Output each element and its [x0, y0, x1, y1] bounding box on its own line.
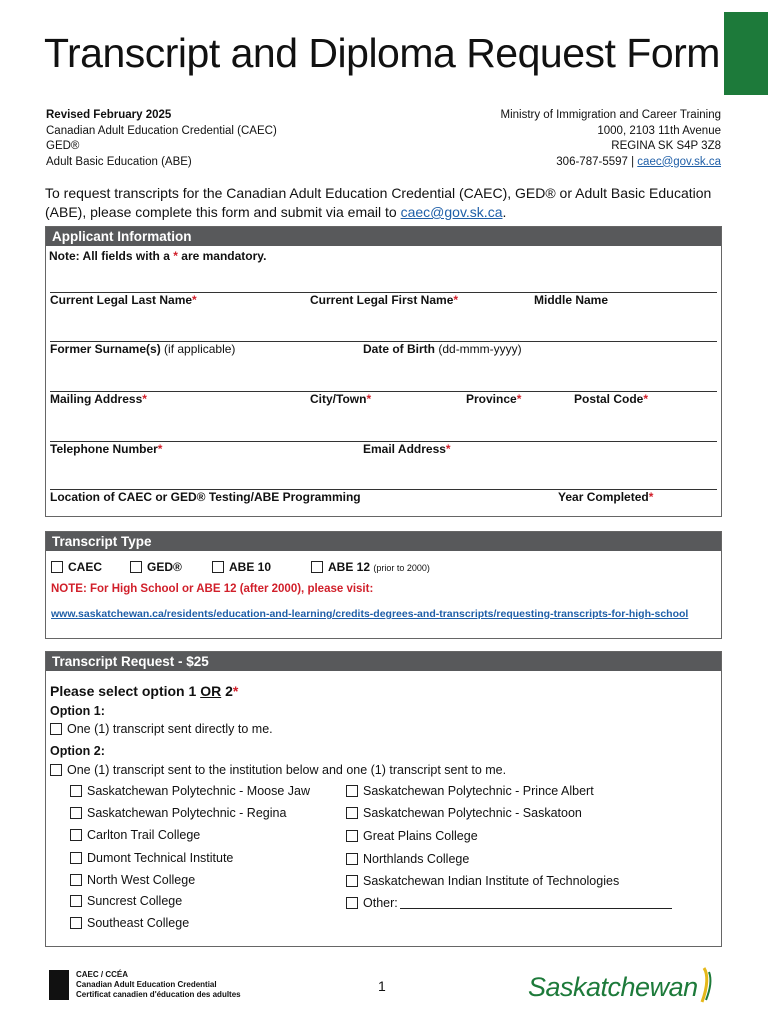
green-corner-tab [724, 12, 768, 95]
city-label: City/Town* [310, 392, 372, 406]
institution-option[interactable]: North West College [70, 873, 195, 887]
footer-line: Canadian Adult Education Credential [76, 980, 217, 989]
transcript-request-section [45, 651, 722, 947]
telephone-label: Telephone Number* [50, 442, 163, 456]
checkbox[interactable] [212, 561, 224, 573]
ministry-phone: 306-787-5597 | [556, 155, 635, 168]
checkbox[interactable] [50, 723, 62, 735]
required-star: * [173, 249, 178, 263]
middle-name-label: Middle Name [534, 293, 609, 307]
ministry-name: Ministry of Immigration and Career Training [500, 109, 721, 121]
institution-option[interactable]: Saskatchewan Indian Institute of Technologies [346, 874, 619, 888]
footer-credential [76, 970, 241, 1000]
province-label: Province* [466, 392, 522, 406]
checkbox[interactable] [346, 785, 358, 797]
institution-option[interactable]: Northlands College [346, 852, 469, 866]
former-surname-label: Former Surname(s) (if applicable) [50, 342, 236, 356]
email-label: Email Address* [363, 442, 451, 456]
transcript-type-section [45, 531, 722, 639]
section-header: Transcript Type [46, 532, 721, 551]
checkbox[interactable] [346, 897, 358, 909]
dob-label: Date of Birth (dd-mmm-yyyy) [363, 342, 522, 356]
option-abe12[interactable]: ABE 12 (prior to 2000) [311, 560, 430, 574]
checkbox[interactable] [130, 561, 142, 573]
last-name-label: Current Legal Last Name* [50, 293, 197, 307]
option-caec[interactable]: CAEC [51, 560, 102, 574]
option-abe10[interactable]: ABE 10 [212, 560, 271, 574]
institution-option[interactable]: Saskatchewan Polytechnic - Prince Albert [346, 784, 594, 798]
applicant-information-section [45, 226, 722, 517]
first-name-label: Current Legal First Name* [310, 293, 459, 307]
meta-line: Canadian Adult Education Credential (CAEC) [46, 124, 277, 137]
checkbox[interactable] [311, 561, 323, 573]
option1-label: Option 1: [50, 704, 105, 718]
year-completed-label: Year Completed* [558, 490, 654, 504]
revised-date: Revised February 2025 [46, 109, 172, 121]
intro-paragraph [45, 184, 735, 222]
mailing-address-label: Mailing Address* [50, 392, 147, 406]
meta-line: Adult Basic Education (ABE) [46, 155, 192, 168]
ministry-contact [501, 108, 722, 170]
ministry-email-link[interactable]: caec@gov.sk.ca [637, 155, 721, 168]
checkbox[interactable] [70, 917, 82, 929]
wheat-logo-icon [694, 966, 716, 1004]
section-header: Applicant Information [46, 227, 721, 246]
checkbox[interactable] [70, 807, 82, 819]
intro-email-link[interactable]: caec@gov.sk.ca [400, 204, 503, 220]
option2-choice[interactable]: One (1) transcript sent to the institution below and one (1) transcript sent to me. [50, 763, 506, 777]
institution-option[interactable]: Suncrest College [70, 894, 182, 908]
option1-choice[interactable]: One (1) transcript sent directly to me. [50, 722, 273, 736]
institution-option[interactable]: Dumont Technical Institute [70, 851, 233, 865]
note-text: are mandatory. [181, 249, 267, 263]
institution-option[interactable]: Saskatchewan Polytechnic - Saskatoon [346, 806, 582, 820]
select-option-heading: Please select option 1 OR 2* [50, 683, 239, 699]
checkbox[interactable] [70, 829, 82, 841]
checkbox[interactable] [346, 830, 358, 842]
institution-option[interactable]: Southeast College [70, 916, 189, 930]
note-text: Note: All fields with a [49, 249, 170, 263]
footer-line: Certificat canadien d'éducation des adultes [76, 990, 241, 999]
institution-other-option[interactable]: Other: [346, 896, 672, 910]
mandatory-note [49, 249, 266, 263]
option-ged[interactable]: GED® [130, 560, 182, 574]
testing-location-label: Location of CAEC or GED® Testing/ABE Programming [50, 490, 361, 504]
checkbox[interactable] [346, 807, 358, 819]
other-input-line[interactable] [400, 897, 672, 909]
checkbox[interactable] [50, 764, 62, 776]
institution-option[interactable]: Carlton Trail College [70, 828, 200, 842]
option2-label: Option 2: [50, 744, 105, 758]
checkbox[interactable] [346, 853, 358, 865]
checkbox[interactable] [70, 895, 82, 907]
form-meta [46, 108, 277, 170]
page-title: Transcript and Diploma Request Form [44, 30, 720, 76]
high-school-note: NOTE: For High School or ABE 12 (after 2000), please visit: [51, 583, 374, 595]
meta-line: GED® [46, 140, 80, 152]
institution-option[interactable]: Saskatchewan Polytechnic - Moose Jaw [70, 784, 310, 798]
page-number: 1 [378, 978, 386, 994]
high-school-link[interactable]: www.saskatchewan.ca/residents/education-and-learning/credits-degrees-and-transcripts/requesting-transcripts-for-high-school [51, 608, 689, 620]
caec-logo-icon [49, 970, 69, 1000]
checkbox[interactable] [70, 852, 82, 864]
intro-text: To request transcripts for the Canadian Adult Education Credential (CAEC), GED® or Adult Basic Education (ABE), please complete this form and submit via email to [45, 185, 712, 220]
ministry-address: 1000, 2103 11th Avenue [597, 124, 721, 137]
intro-end: . [502, 204, 507, 220]
section-header: Transcript Request - $25 [46, 652, 721, 671]
checkbox[interactable] [346, 875, 358, 887]
checkbox[interactable] [70, 874, 82, 886]
checkbox[interactable] [51, 561, 63, 573]
checkbox[interactable] [70, 785, 82, 797]
postal-code-label: Postal Code* [574, 392, 649, 406]
institution-option[interactable]: Great Plains College [346, 829, 478, 843]
saskatchewan-wordmark: Saskatchewan [528, 972, 698, 1002]
ministry-city: REGINA SK S4P 3Z8 [611, 140, 721, 152]
institution-option[interactable]: Saskatchewan Polytechnic - Regina [70, 806, 286, 820]
footer-line: CAEC / CCÉA [76, 970, 129, 979]
